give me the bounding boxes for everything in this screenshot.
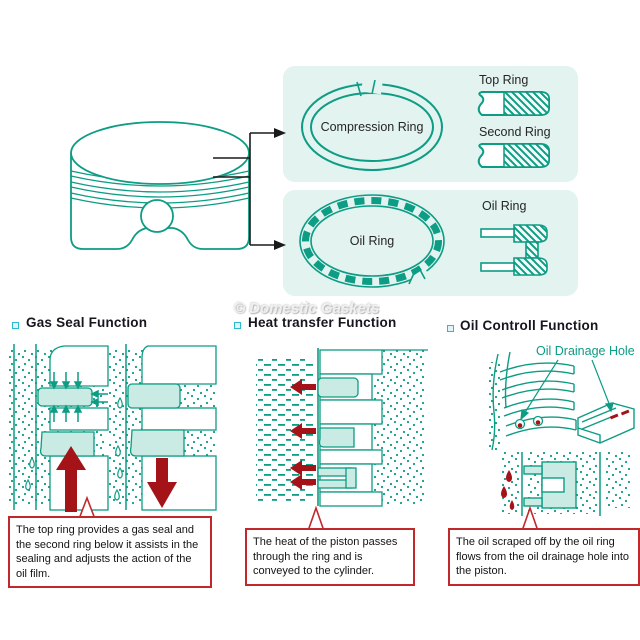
oil-ring-side-label: Oil Ring bbox=[482, 199, 527, 213]
top-ring-in-groove bbox=[38, 388, 92, 406]
top-diagram-art bbox=[0, 0, 640, 305]
wrist-pin-hole bbox=[141, 200, 173, 232]
oil-ring-center-label: Oil Ring bbox=[349, 234, 395, 248]
piston-drawing bbox=[71, 122, 249, 249]
heat-transfer-bullet-icon bbox=[234, 322, 241, 329]
oil-control-diagram bbox=[462, 340, 640, 520]
piston-crown bbox=[71, 122, 249, 184]
gas-seal-diagram bbox=[8, 342, 220, 514]
ring-groove-channel-piece bbox=[578, 403, 634, 443]
oil-control-callout-box: The oil scraped off by the oil ring flows from the oil drainage hole into the piston. bbox=[448, 528, 640, 586]
perspective-grooves bbox=[492, 352, 576, 450]
drainage-holes bbox=[516, 417, 543, 429]
heat-transfer-title: Heat transfer Function bbox=[248, 315, 397, 330]
second-ring-section-bar bbox=[479, 144, 549, 167]
oil-control-bullet-icon bbox=[447, 325, 454, 332]
second-ring-label: Second Ring bbox=[479, 125, 551, 139]
top-ring-label: Top Ring bbox=[479, 73, 529, 87]
gas-seal-bullet-icon bbox=[12, 322, 19, 329]
heat-transfer-callout-box: The heat of the piston passes through the ring and is conveyed to the cylinder. bbox=[245, 528, 415, 586]
watermark: © Domestic Gaskets bbox=[234, 300, 380, 317]
gas-seal-title: Gas Seal Function bbox=[26, 315, 148, 330]
oil-drainage-hole-label: Oil Drainage Hole bbox=[536, 344, 635, 358]
gas-seal-callout-box: The top ring provides a gas seal and the second ring below it assists in the sealing and adjusts the action of the oil film. bbox=[8, 516, 212, 588]
oil-control-title: Oil Controll Function bbox=[460, 318, 599, 333]
top-ring-section-bar bbox=[479, 92, 549, 115]
heat-transfer-diagram bbox=[250, 342, 430, 510]
compression-ring-label: Compression Ring bbox=[320, 120, 424, 134]
